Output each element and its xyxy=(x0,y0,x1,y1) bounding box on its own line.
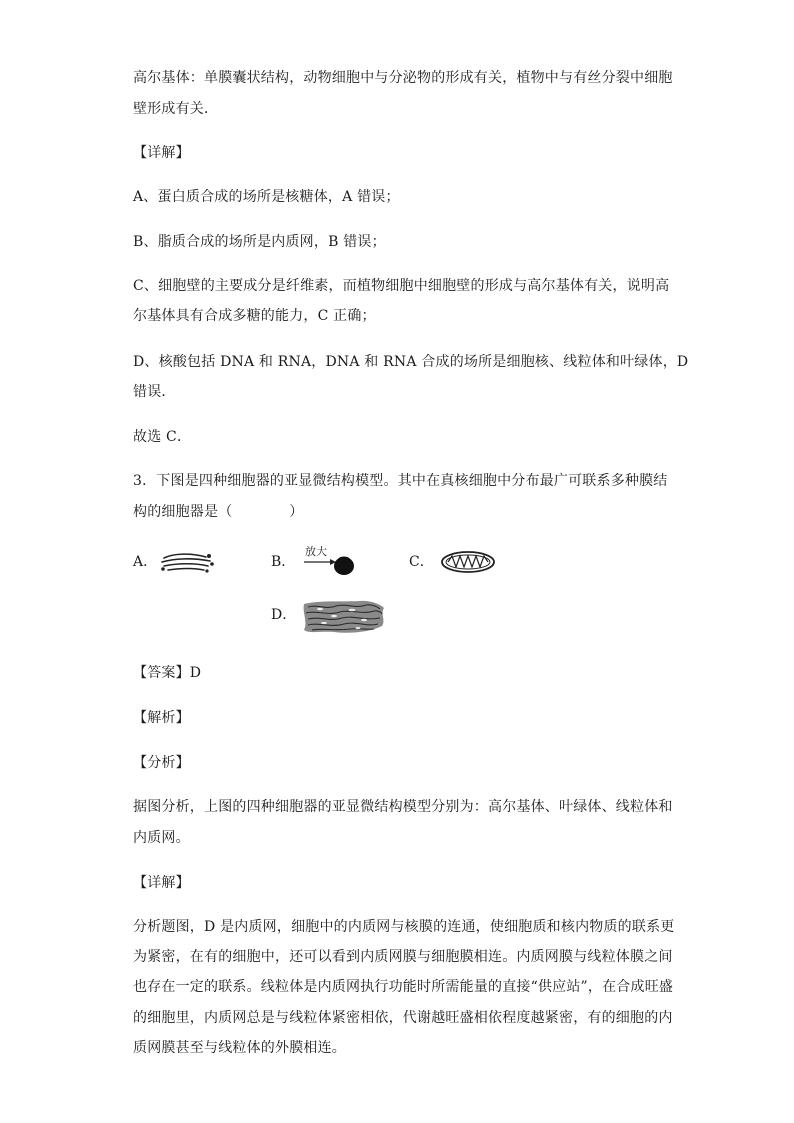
section-heading: 【详解】 xyxy=(133,145,190,161)
text-line: 的细胞里，内质网总是与线粒体紧密相依，代谢越旺盛相依程度越紧密，有的细胞的内 xyxy=(133,1010,673,1026)
text-line: 也存在一定的联系。线粒体是内质网执行功能时所需能量的直接“供应站”，在合成旺盛 xyxy=(133,979,674,995)
text-line: C、细胞壁的主要成分是纤维素，而植物细胞中细胞壁的形成与高尔基体有关，说明高 xyxy=(133,278,670,294)
section-heading: 【分析】 xyxy=(133,755,190,771)
text-line: 为紧密，在有的细胞中，还可以看到内质网膜与细胞膜相连。内质网膜与线粒体膜之间 xyxy=(133,949,673,965)
question-text: 3．下图是四种细胞器的亚显微结构模型。其中在真核细胞中分布最广可联系多种膜结 xyxy=(133,473,668,489)
option-d-label: D． xyxy=(271,607,297,623)
option-b-label: B． xyxy=(271,554,296,570)
text-line: A、蛋白质合成的场所是核糖体，A 错误； xyxy=(133,189,400,205)
text-line: 尔基体具有合成多糖的能力，C 正确； xyxy=(133,308,376,324)
mitochondrion-icon xyxy=(440,550,496,574)
question-text: 构的细胞器是（ ） xyxy=(133,504,304,520)
text-line: 内质网。 xyxy=(133,830,190,846)
text-line: 错误． xyxy=(133,384,176,400)
section-heading: 【解析】 xyxy=(133,710,190,726)
text-line: D、核酸包括 DNA 和 RNA，DNA 和 RNA 合成的场所是细胞核、线粒体和叶绿体，D xyxy=(133,354,689,370)
text-line: 故选 C． xyxy=(133,429,192,445)
text-line: B、脂质合成的场所是内质网，B 错误； xyxy=(133,234,386,250)
magnify-label: 放大 xyxy=(305,545,327,558)
option-c-label: C． xyxy=(409,554,434,570)
text-line: 高尔基体：单膜囊状结构，动物细胞中与分泌物的形成有关，植物中与有丝分裂中细胞 xyxy=(133,70,673,86)
text-line: 分析题图，D 是内质网，细胞中的内质网与核膜的连通，使细胞质和核内物质的联系更 xyxy=(133,919,675,935)
answer-line: 【答案】D xyxy=(133,665,202,681)
text-line: 据图分析，上图的四种细胞器的亚显微结构模型分别为：高尔基体、叶绿体、线粒体和 xyxy=(133,799,673,815)
text-line: 壁形成有关． xyxy=(133,101,219,117)
golgi-apparatus-icon xyxy=(160,550,214,574)
section-heading: 【详解】 xyxy=(133,875,190,891)
option-a-label: A． xyxy=(133,554,158,570)
endoplasmic-reticulum-icon xyxy=(300,598,388,636)
ribosome-icon xyxy=(302,556,362,580)
text-line: 质网膜甚至与线粒体的外膜相连。 xyxy=(133,1040,346,1056)
